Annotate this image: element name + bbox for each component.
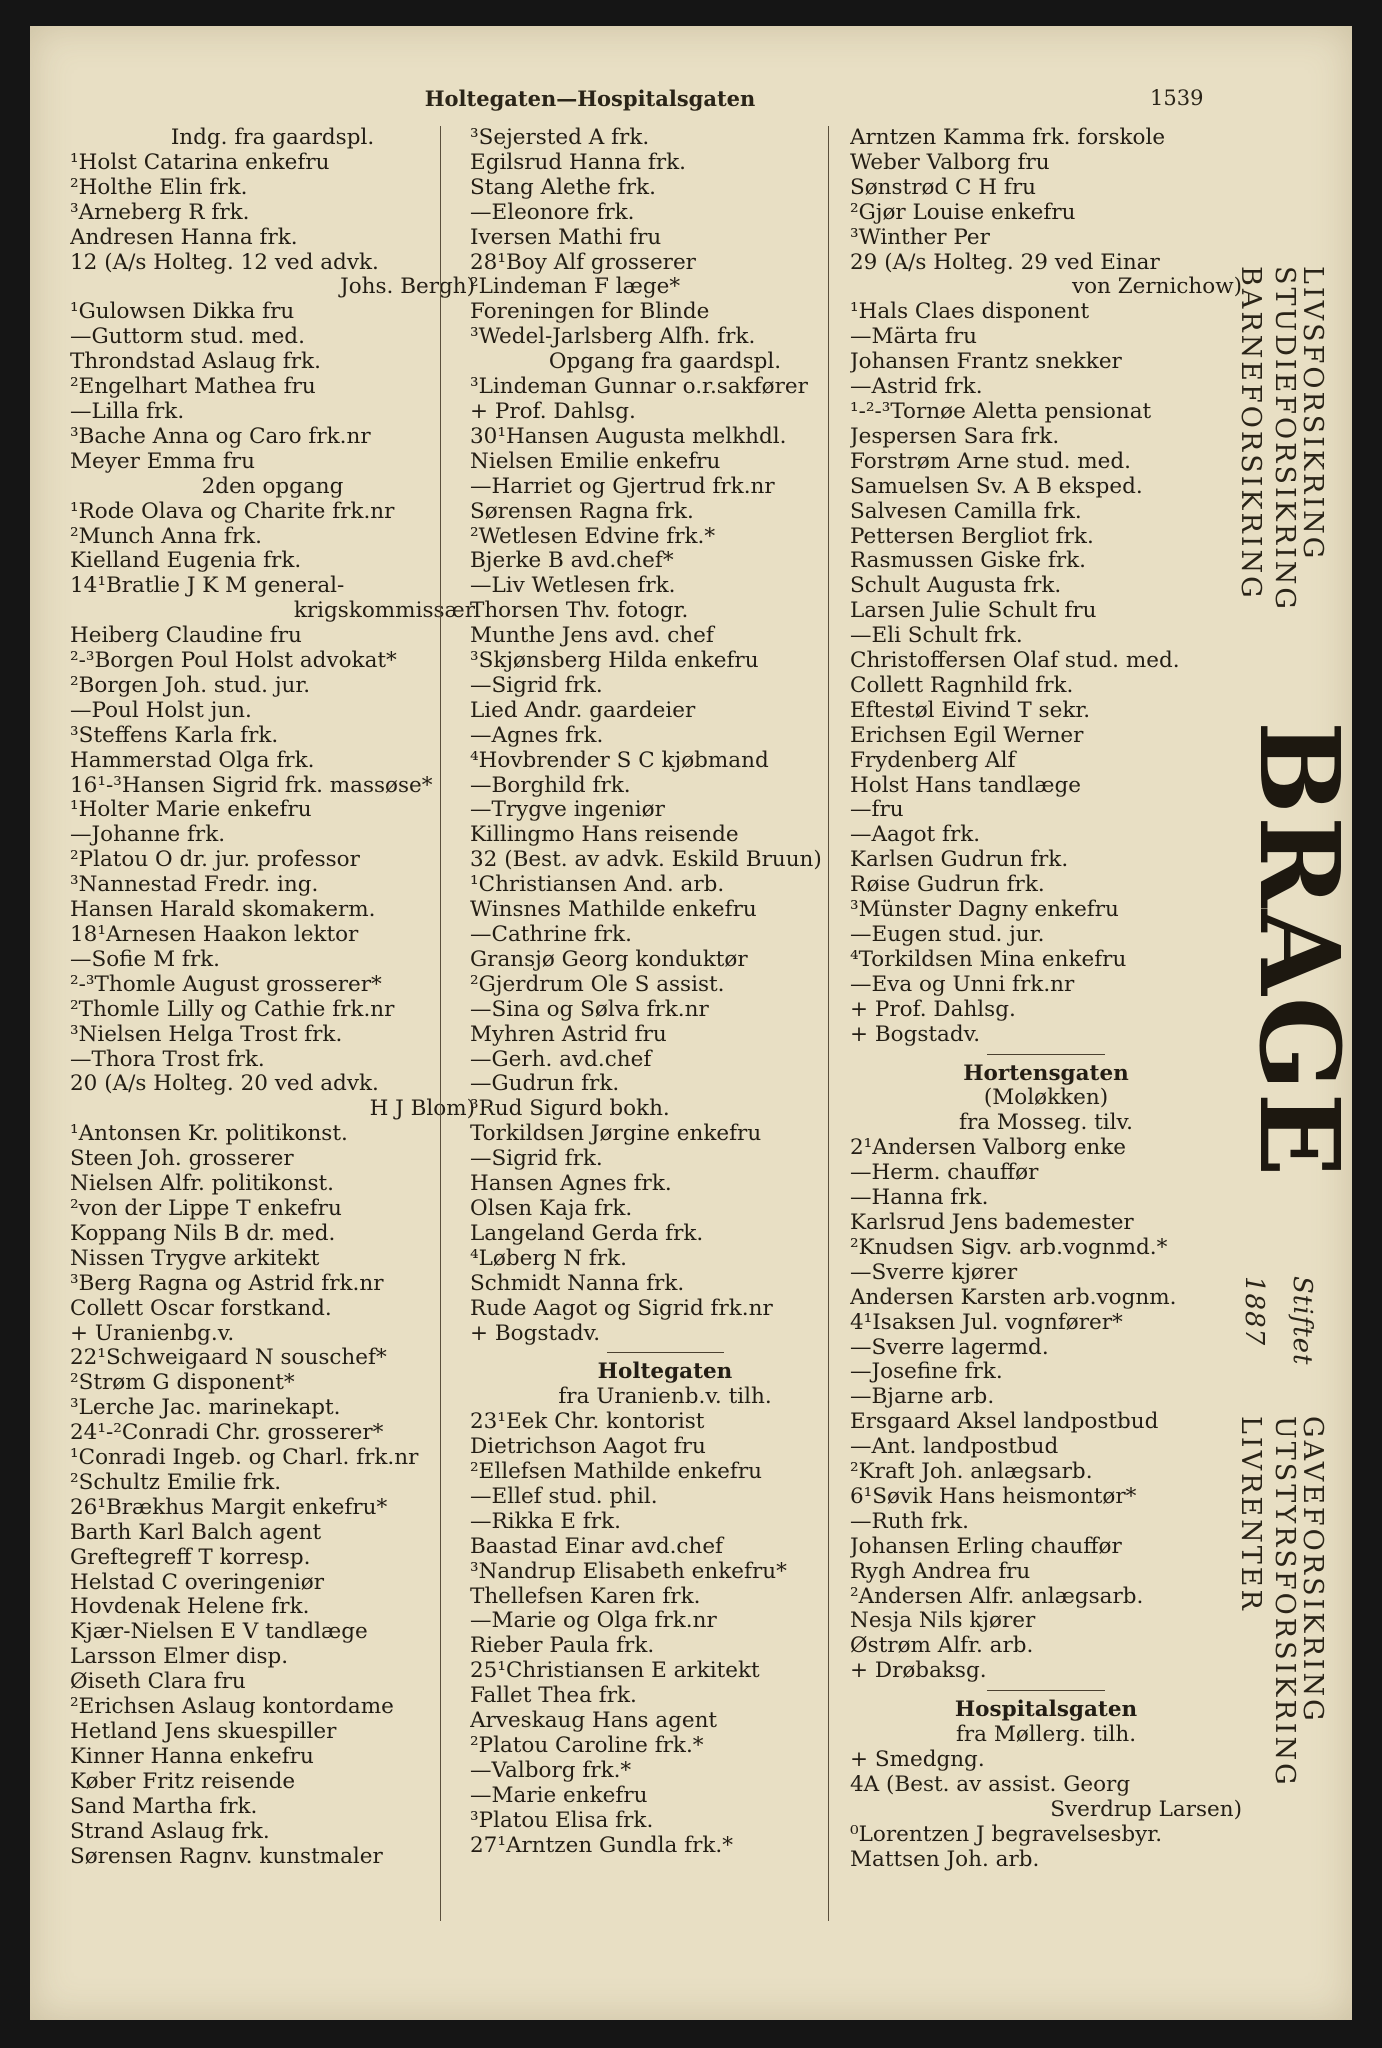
directory-entry: Østrøm Alfr. arb. <box>850 1633 1034 1659</box>
directory-entry: Hansen Harald skomakerm. <box>70 897 376 923</box>
directory-entry: —Sofie M frk. <box>70 946 221 972</box>
directory-entry: —Gudrun frk. <box>470 1071 620 1097</box>
directory-entry: Killingmo Hans reisende <box>470 822 739 848</box>
advert-line: LIVSFORSIKRING <box>1297 266 1328 562</box>
directory-entry: + Prof. Dahlsg. <box>850 996 1016 1022</box>
directory-entry: Hovdenak Helene frk. <box>70 1594 310 1620</box>
directory-entry: Sand Martha frk. <box>70 1793 258 1819</box>
directory-entry: + Smedgng. <box>850 1747 985 1772</box>
directory-entry: Karlsrud Jens bademester <box>850 1209 1134 1235</box>
directory-entry: + Uranienbg.v. <box>70 1320 235 1346</box>
directory-entry: 12 (A/s Holteg. 12 ved advk. <box>70 249 379 275</box>
directory-entry: ¹-²-³Tornøe Aletta pensionat <box>850 398 1152 424</box>
directory-entry: von Zernichow) <box>1071 274 1242 300</box>
advert-line: UTSTYRSFORSIKRING <box>1269 1416 1300 1788</box>
directory-entry: ³Wedel-Jarlsberg Alfh. frk. <box>470 324 756 350</box>
directory-entry: ²Andersen Alfr. anlægsarb. <box>850 1583 1144 1609</box>
directory-entry: —Aagot frk. <box>850 822 981 848</box>
directory-entry: 30¹Hansen Augusta melkhdl. <box>470 423 787 449</box>
directory-entry: —Lilla frk. <box>70 398 185 424</box>
directory-entry: Collett Oscar forstkand. <box>70 1295 332 1321</box>
directory-entry: —Valborg frk.* <box>470 1757 632 1783</box>
directory-entry: Arntzen Kamma frk. forskole <box>850 126 1166 150</box>
advert-stiftet: Stiftet <box>1287 1276 1317 1366</box>
directory-entry: ¹Christiansen And. arb. <box>470 872 725 898</box>
directory-entry: Myhren Astrid fru <box>470 1021 667 1047</box>
directory-entry: ³Lerche Jac. marinekapt. <box>70 1395 341 1421</box>
directory-entry: Røise Gudrun frk. <box>850 872 1045 898</box>
column-divider <box>440 126 441 1921</box>
directory-entry: 27¹Arntzen Gundla frk.* <box>470 1832 734 1858</box>
directory-entry: ³Rud Sigurd bokh. <box>470 1096 670 1122</box>
page-header <box>30 86 1352 116</box>
directory-entry: —Ruth frk. <box>850 1508 969 1534</box>
directory-entry: ²-³Borgen Poul Holst advokat* <box>70 648 397 674</box>
advert-year: 1887 <box>1239 1276 1269 1347</box>
directory-entry: ²Strøm G disponent* <box>70 1370 295 1396</box>
directory-entry: Rasmussen Giske frk. <box>850 548 1087 574</box>
directory-entry: —Astrid frk. <box>850 374 983 400</box>
directory-entry: —Sverre kjører <box>850 1259 1018 1285</box>
directory-entry: ²Lindeman F læge* <box>470 274 681 300</box>
directory-entry: fra Møllerg. tilh. <box>955 1722 1137 1748</box>
directory-entry: Rieber Paula frk. <box>470 1633 655 1659</box>
directory-entry: ²Thomle Lilly og Cathie frk.nr <box>70 996 395 1022</box>
advert-line: STUDIEFORSIKRING <box>1269 266 1300 613</box>
directory-entry: 32 (Best. av advk. Eskild Bruun) <box>470 847 822 873</box>
directory-entry: Meyer Emma fru <box>70 448 255 474</box>
directory-entry: —Thora Trost frk. <box>70 1046 265 1072</box>
directory-entry: 2¹Andersen Valborg enke <box>850 1135 1127 1161</box>
directory-entry: 6¹Søvik Hans heismontør* <box>850 1483 1137 1509</box>
directory-entry: H J Blom) <box>369 1096 475 1122</box>
directory-column-1 <box>70 126 475 1986</box>
directory-entry: —Cathrine frk. <box>470 922 632 947</box>
directory-entry: Larsen Julie Schult fru <box>850 598 1097 624</box>
directory-entry: Karlsen Gudrun frk. <box>850 847 1069 873</box>
advert-line: LIVRENTER <box>1235 1416 1266 1613</box>
directory-entry: Nielsen Alfr. politikonst. <box>70 1171 334 1197</box>
directory-column-3 <box>850 126 1242 1986</box>
directory-entry: ³Nandrup Elisabeth enkefru* <box>470 1558 787 1584</box>
directory-entry: —Guttorm stud. med. <box>70 324 305 350</box>
directory-entry: 2den opgang <box>201 473 344 499</box>
directory-entry: Langeland Gerda frk. <box>470 1220 704 1246</box>
directory-entry: + Drøbaksg. <box>850 1658 987 1684</box>
directory-entry: Nielsen Emilie enkefru <box>470 448 721 474</box>
directory-entry: ¹Hals Claes disponent <box>850 299 1090 325</box>
directory-entry: ⁴Hovbrender S C kjøbmand <box>470 747 769 773</box>
directory-entry: fra Mosseg. tilv. <box>959 1110 1133 1136</box>
directory-entry: ²Kraft Joh. anlægsarb. <box>850 1459 1093 1485</box>
directory-entry: ²-³Thomle August grosserer* <box>70 971 382 997</box>
directory-entry: —Bjarne arb. <box>850 1384 995 1410</box>
directory-entry: Lied Andr. gaardeier <box>470 697 696 723</box>
advert-brand: BRAGE <box>1235 721 1364 1179</box>
directory-entry: Hetland Jens skuespiller <box>70 1719 337 1744</box>
directory-entry: Barth Karl Balch agent <box>70 1519 322 1545</box>
directory-entry: —Eleonore frk. <box>470 199 635 225</box>
directory-entry: Fallet Thea frk. <box>470 1683 637 1709</box>
directory-entry: ¹Rode Olava og Charite frk.nr <box>70 498 395 524</box>
directory-entry: —Märta fru <box>850 324 977 350</box>
directory-entry: Weber Valborg fru <box>850 149 1050 175</box>
directory-entry: Rygh Andrea fru <box>850 1558 1031 1584</box>
directory-column-2 <box>470 126 860 1986</box>
directory-entry: —Sina og Sølva frk.nr <box>470 996 709 1022</box>
directory-entry: Hansen Agnes frk. <box>470 1171 672 1197</box>
directory-entry: Koppang Nils B dr. med. <box>70 1220 336 1246</box>
directory-entry: 29 (A/s Holteg. 29 ved Einar <box>850 249 1160 275</box>
directory-entry: —Herm. chauffør <box>850 1160 1039 1186</box>
directory-entry: —Marie og Olga frk.nr <box>470 1608 717 1634</box>
directory-entry: —Poul Holst jun. <box>70 697 252 723</box>
directory-entry: —Johanne frk. <box>70 822 226 848</box>
directory-entry: Dietrichson Aagot fru <box>470 1434 706 1460</box>
directory-entry: + Bogstadv. <box>470 1320 601 1346</box>
directory-entry: krigskommissær <box>293 598 475 624</box>
directory-entry: Helstad C overingeniør <box>70 1569 324 1595</box>
directory-entry: Thorsen Thv. fotogr. <box>470 598 689 624</box>
directory-entry: Mattsen Joh. arb. <box>850 1846 1040 1872</box>
directory-entry: Erichsen Egil Werner <box>850 722 1084 748</box>
directory-entry: ¹Holst Catarina enkefru <box>70 149 330 175</box>
directory-entry: —Eugen stud. jur. <box>850 922 1045 947</box>
directory-entry: 16¹-³Hansen Sigrid frk. massøse* <box>70 772 433 798</box>
directory-entry: Collett Ragnhild frk. <box>850 672 1074 698</box>
directory-entry: Sverdrup Larsen) <box>1050 1796 1242 1822</box>
directory-entry: —fru <box>850 797 904 823</box>
column-divider <box>828 126 829 1921</box>
directory-entry: Johansen Erling chauffør <box>850 1533 1122 1559</box>
directory-entry: ¹Conradi Ingeb. og Charl. frk.nr <box>70 1445 419 1471</box>
directory-entry: 25¹Christiansen E arkitekt <box>470 1658 760 1684</box>
directory-entry: Rude Aagot og Sigrid frk.nr <box>470 1295 773 1321</box>
directory-entry: Baastad Einar avd.chef <box>470 1533 724 1559</box>
directory-entry: Arveskaug Hans agent <box>470 1708 718 1734</box>
directory-entry: 23¹Eek Chr. kontorist <box>470 1409 705 1435</box>
directory-entry: 22¹Schweigaard N souschef* <box>70 1345 387 1371</box>
directory-entry: Kielland Eugenia frk. <box>70 548 302 574</box>
directory-entry: Foreningen for Blinde <box>470 299 710 325</box>
directory-entry: —Eli Schult frk. <box>850 623 1023 649</box>
directory-entry: ²Schultz Emilie frk. <box>70 1469 282 1495</box>
directory-entry: Andersen Karsten arb.vognm. <box>850 1284 1177 1310</box>
directory-entry: ³Steffens Karla frk. <box>70 722 279 748</box>
directory-entry: ⁴Løberg N frk. <box>470 1245 627 1271</box>
directory-entry: Johs. Bergh) <box>340 274 475 300</box>
directory-entry: ¹Holter Marie enkefru <box>70 797 312 823</box>
directory-entry: Forstrøm Arne stud. med. <box>850 448 1131 474</box>
directory-entry: ²Ellefsen Mathilde enkefru <box>470 1459 762 1485</box>
directory-entry: Throndstad Aslaug frk. <box>70 349 321 375</box>
directory-entry: —Sverre lagermd. <box>850 1334 1049 1360</box>
directory-entry: ²Wetlesen Edvine frk.* <box>470 523 716 549</box>
directory-entry: Christoffersen Olaf stud. med. <box>850 648 1180 674</box>
directory-entry: Steen Joh. grosserer <box>70 1146 294 1172</box>
page-title: Holtegaten—Hospitalsgaten <box>424 86 756 111</box>
directory-entry: ³Platou Elisa frk. <box>470 1807 654 1833</box>
directory-page <box>30 26 1364 2020</box>
directory-entry: 4¹Isaksen Jul. vognfører* <box>850 1309 1123 1335</box>
directory-entry: —Borghild frk. <box>470 772 631 798</box>
directory-entry: Nissen Trygve arkitekt <box>70 1245 320 1271</box>
directory-entry: Heiberg Claudine fru <box>70 623 302 649</box>
directory-entry: ²Erichsen Aslaug kontordame <box>70 1694 394 1720</box>
directory-entry: Larsson Elmer disp. <box>70 1644 289 1670</box>
directory-entry: Ersgaard Aksel landpostbud <box>850 1409 1159 1435</box>
directory-entry: Sønstrød C H fru <box>850 174 1036 200</box>
directory-entry: Øiseth Clara fru <box>70 1669 246 1695</box>
directory-entry: Johansen Frantz snekker <box>850 349 1122 375</box>
brage-advertisement <box>1225 126 1364 1906</box>
directory-entry: Kjær-Nielsen E V tandlæge <box>70 1619 368 1645</box>
directory-entry: Schmidt Nanna frk. <box>470 1270 685 1296</box>
section-divider <box>470 1346 860 1360</box>
directory-entry: 14¹Bratlie J K M general- <box>70 573 345 599</box>
directory-entry: Stang Alethe frk. <box>470 174 656 200</box>
directory-entry: 4A (Best. av assist. Georg <box>850 1771 1131 1797</box>
directory-entry: ⁴Torkildsen Mina enkefru <box>850 946 1127 972</box>
directory-entry: Sørensen Ragna frk. <box>470 498 694 524</box>
directory-entry: —Agnes frk. <box>470 722 604 748</box>
directory-entry: Indg. fra gaardspl. <box>170 126 375 150</box>
directory-entry: Opgang fra gaardspl. <box>548 349 782 375</box>
directory-entry: Hammerstad Olga frk. <box>70 747 315 773</box>
directory-entry: Andresen Hanna frk. <box>70 224 298 250</box>
directory-entry: ²Platou Caroline frk.* <box>470 1733 704 1758</box>
directory-entry: ³Münster Dagny enkefru <box>850 897 1119 923</box>
directory-entry: ²Munch Anna frk. <box>70 523 263 549</box>
directory-entry: Iversen Mathi fru <box>470 224 662 250</box>
directory-entry: ⁰Lorentzen J begravelsesbyr. <box>850 1821 1163 1847</box>
directory-entry: fra Uranienb.v. tilh. <box>558 1384 772 1410</box>
directory-entry: ²Borgen Joh. stud. jur. <box>70 672 311 698</box>
directory-entry: Egilsrud Hanna frk. <box>470 149 686 175</box>
directory-entry: ³Berg Ragna og Astrid frk.nr <box>70 1270 384 1296</box>
page-number: 1539 <box>1150 86 1204 110</box>
advert-line: GAVEFORSIKRING <box>1297 1416 1328 1724</box>
directory-entry: 26¹Brækhus Margit enkefru* <box>70 1494 388 1520</box>
directory-entry: Jespersen Sara frk. <box>850 423 1060 449</box>
directory-entry: ³Bache Anna og Caro frk.nr <box>70 423 371 449</box>
directory-entry: Winsnes Mathilde enkefru <box>470 897 757 923</box>
directory-entry: —Trygve ingeniør <box>470 797 665 823</box>
directory-entry: ²von der Lippe T enkefru <box>70 1195 342 1221</box>
directory-entry: Eftestøl Eivind T sekr. <box>850 697 1091 723</box>
directory-entry: ³Winther Per <box>850 224 990 250</box>
directory-entry: —Marie enkefru <box>470 1782 648 1808</box>
directory-entry: Gransjø Georg konduktør <box>470 946 748 972</box>
directory-entry: Strand Aslaug frk. <box>70 1818 270 1844</box>
directory-entry: —Harriet og Gjertrud frk.nr <box>470 473 775 499</box>
directory-entry: ¹Antonsen Kr. politikonst. <box>70 1121 348 1147</box>
directory-entry: Køber Fritz reisende <box>70 1768 296 1794</box>
directory-entry: Holst Hans tandlæge <box>850 772 1081 798</box>
directory-entry: ²Holthe Elin frk. <box>70 174 248 200</box>
directory-entry: —Josefine frk. <box>850 1359 1003 1385</box>
directory-entry: ²Knudsen Sigv. arb.vognmd.* <box>850 1234 1168 1260</box>
directory-entry: ²Engelhart Mathea fru <box>70 374 316 400</box>
directory-entry: ¹Gulowsen Dikka fru <box>70 299 295 325</box>
directory-entry: Schult Augusta frk. <box>850 573 1062 599</box>
directory-entry: Nesja Nils kjører <box>850 1608 1036 1634</box>
directory-entry: Greftegreff T korresp. <box>70 1544 311 1570</box>
directory-entry: —Ellef stud. phil. <box>470 1483 658 1509</box>
directory-entry: ²Platou O dr. jur. professor <box>70 847 360 873</box>
directory-entry: —Gerh. avd.chef <box>470 1046 652 1072</box>
section-divider <box>850 1684 1242 1698</box>
directory-entry: ³Lindeman Gunnar o.r.sakfører <box>470 374 808 400</box>
directory-entry: + Prof. Dahlsg. <box>470 398 636 424</box>
street-heading: Hortensgaten <box>963 1060 1129 1086</box>
directory-entry: ³Nielsen Helga Trost frk. <box>70 1021 343 1047</box>
directory-entry: Sørensen Ragnv. kunstmaler <box>70 1843 383 1869</box>
directory-entry: Salvesen Camilla frk. <box>850 498 1082 524</box>
directory-entry: Samuelsen Sv. A B eksped. <box>850 473 1143 499</box>
street-heading: Hospitalsgaten <box>954 1697 1138 1723</box>
directory-entry: —Sigrid frk. <box>470 672 603 698</box>
directory-entry: Pettersen Bergliot frk. <box>850 523 1094 549</box>
directory-entry: + Bogstadv. <box>850 1021 981 1047</box>
directory-entry: ³Arneberg R frk. <box>70 199 250 225</box>
directory-entry: —Liv Wetlesen frk. <box>470 573 676 599</box>
directory-entry: 28¹Boy Alf grosserer <box>470 249 696 275</box>
directory-entry: ²Gjerdrum Ole S assist. <box>470 971 725 997</box>
directory-entry: 20 (A/s Holteg. 20 ved advk. <box>70 1071 379 1097</box>
advert-line: BARNEFORSIKRING <box>1235 266 1266 601</box>
directory-entry: —Ant. landpostbud <box>850 1434 1059 1460</box>
directory-entry: —Hanna frk. <box>850 1185 989 1211</box>
directory-entry: 18¹Arnesen Haakon lektor <box>70 922 359 947</box>
directory-entry: Frydenberg Alf <box>850 747 1016 773</box>
directory-entry: —Rikka E frk. <box>470 1508 621 1534</box>
directory-entry: (Moløkken) <box>983 1085 1109 1111</box>
directory-entry: —Sigrid frk. <box>470 1146 603 1172</box>
directory-entry: ³Sejersted A frk. <box>470 126 650 150</box>
directory-entry: Bjerke B avd.chef* <box>470 548 674 574</box>
section-divider <box>850 1048 1242 1062</box>
directory-entry: ²Gjør Louise enkefru <box>850 199 1076 225</box>
directory-entry: Olsen Kaja frk. <box>470 1195 633 1221</box>
directory-entry: —Eva og Unni frk.nr <box>850 971 1075 997</box>
directory-entry: Kinner Hanna enkefru <box>70 1743 314 1769</box>
directory-entry: ³Nannestad Fredr. ing. <box>70 872 319 898</box>
directory-entry: Thellefsen Karen frk. <box>470 1583 701 1609</box>
directory-entry: Torkildsen Jørgine enkefru <box>470 1121 762 1147</box>
directory-entry: ³Skjønsberg Hilda enkefru <box>470 648 759 674</box>
directory-entry: Munthe Jens avd. chef <box>470 623 714 649</box>
street-heading: Holtegaten <box>597 1359 733 1385</box>
directory-entry: 24¹-²Conradi Chr. grosserer* <box>70 1420 384 1446</box>
